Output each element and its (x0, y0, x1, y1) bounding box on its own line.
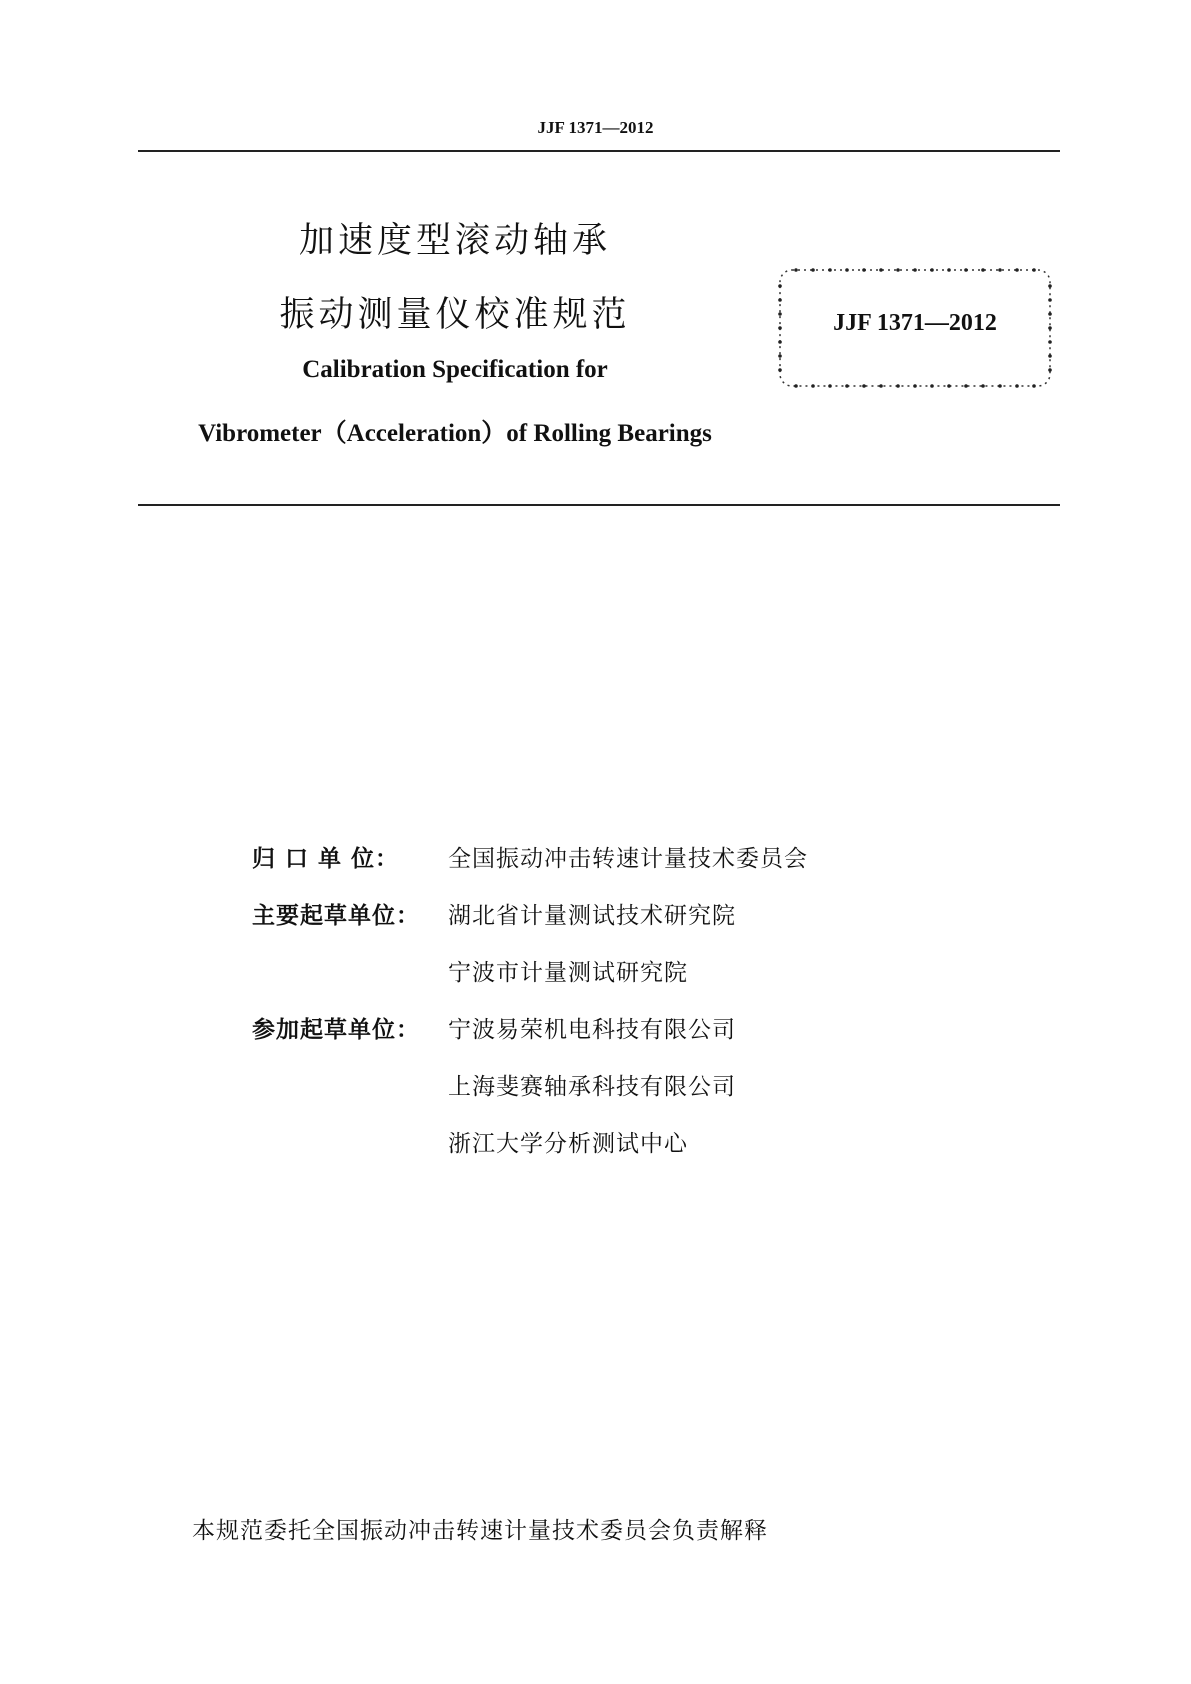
standard-code-box-text: JJF 1371—2012 (833, 310, 997, 336)
title-chinese-line-1: 加速度型滚动轴承 (298, 221, 611, 261)
header-divider (138, 150, 1060, 152)
title-divider (138, 504, 1060, 506)
title-chinese-line-2: 振动测量仪校准规范 (279, 295, 631, 335)
header-standard-code: JJF 1371—2012 (537, 118, 654, 137)
title-english-line-1: Calibration Specification for (302, 356, 608, 383)
main-drafting-unit-value: 湖北省计量测试技术研究院 (448, 903, 736, 929)
participating-unit-label: 参加起草单位： (252, 1017, 420, 1043)
participating-unit-row (252, 999, 952, 1056)
standard-code-box (776, 266, 1054, 390)
responsible-unit-row (252, 828, 952, 885)
main-drafting-unit-row (252, 942, 952, 999)
participating-unit-row (252, 1056, 952, 1113)
participating-unit-row (252, 1113, 952, 1170)
title-english-line-2: Vibrometer（Acceleration）of Rolling Bearings (198, 420, 712, 447)
responsible-unit-value: 全国振动冲击转速计量技术委员会 (448, 846, 808, 872)
participating-unit-value: 浙江大学分析测试中心 (448, 1131, 688, 1157)
drafting-units (252, 828, 952, 1170)
main-drafting-unit-label: 主要起草单位： (252, 903, 420, 929)
interpretation-note: 本规范委托全国振动冲击转速计量技术委员会负责解释 (192, 1518, 768, 1544)
participating-unit-value: 宁波易荣机电科技有限公司 (448, 1017, 736, 1043)
main-drafting-unit-row (252, 885, 952, 942)
participating-unit-value: 上海斐赛轴承科技有限公司 (448, 1074, 736, 1100)
responsible-unit-label: 归 口 单 位： (252, 846, 400, 872)
main-drafting-unit-value: 宁波市计量测试研究院 (448, 960, 688, 986)
